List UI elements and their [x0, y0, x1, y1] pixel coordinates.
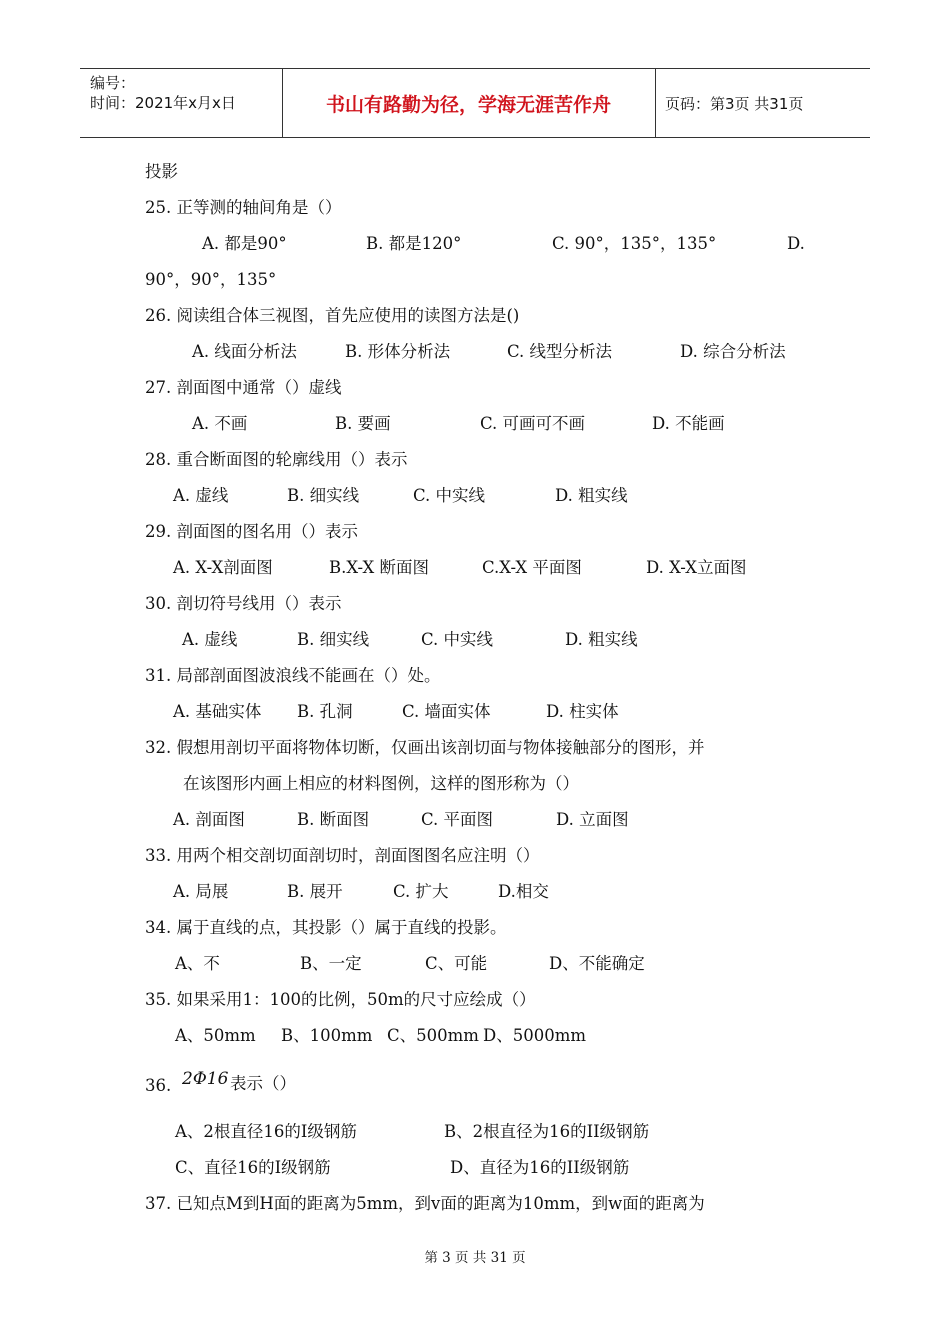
question-32-cont: 在该图形内画上相应的材料图例，这样的图形称为（） — [183, 774, 579, 793]
option: A. 不画 — [192, 414, 248, 433]
options-q31 — [0, 701, 950, 723]
option: D. 粗实线 — [555, 486, 628, 505]
option: B. 展开 — [287, 882, 343, 901]
option: D. 不能画 — [652, 414, 725, 433]
option: A. 都是90° — [202, 234, 287, 253]
option: B. 都是120° — [366, 234, 462, 253]
option: B. 细实线 — [287, 486, 360, 505]
question-25: 25. 正等测的轴间角是（） — [145, 198, 342, 217]
options-q32 — [0, 809, 950, 831]
options-q26 — [0, 341, 950, 363]
header-motto: 书山有路勤为径，学海无涯苦作舟 — [325, 93, 611, 116]
options-q30 — [0, 629, 950, 651]
option: C. 可画可不画 — [480, 414, 586, 433]
option: A. X-X剖面图 — [173, 558, 273, 577]
options-q27 — [0, 413, 950, 435]
options-q36-row2 — [0, 1157, 950, 1179]
option: A、不 — [175, 954, 220, 973]
question-36-number: 36. — [145, 1076, 172, 1095]
option: D、直径为16的II级钢筋 — [450, 1158, 630, 1177]
options-q33 — [0, 881, 950, 903]
question-26: 26. 阅读组合体三视图，首先应使用的读图方法是() — [145, 306, 520, 325]
option: B. 断面图 — [297, 810, 370, 829]
question-35: 35. 如果采用1：100的比例，50m的尺寸应绘成（） — [145, 990, 536, 1009]
date-line: 时间：2021年x月x日 — [90, 94, 236, 112]
question-37: 37. 已知点M到H面的距离为5mm，到v面的距离为10mm，到w面的距离为 — [145, 1194, 705, 1213]
option: A. 基础实体 — [173, 702, 262, 721]
option: D. 粗实线 — [565, 630, 638, 649]
option: D. X-X立面图 — [646, 558, 747, 577]
option: C. 平面图 — [421, 810, 494, 829]
option: C. 墙面实体 — [402, 702, 491, 721]
option: A. 虚线 — [173, 486, 229, 505]
option: D. 综合分析法 — [680, 342, 786, 361]
question-28: 28. 重合断面图的轮廓线用（）表示 — [145, 450, 408, 469]
option: B、2根直径为16的II级钢筋 — [444, 1122, 650, 1141]
options-q36-row1 — [0, 1121, 950, 1143]
option: A. 线面分析法 — [192, 342, 297, 361]
option: B. 孔洞 — [297, 702, 353, 721]
option: D. 立面图 — [556, 810, 629, 829]
option: B、一定 — [300, 954, 362, 973]
option: B. 细实线 — [297, 630, 370, 649]
header-meta — [90, 73, 236, 113]
option: D.相交 — [498, 882, 549, 901]
options-q25 — [0, 233, 950, 255]
option: C. 扩大 — [393, 882, 449, 901]
option: C. 中实线 — [413, 486, 486, 505]
option: C、直径16的I级钢筋 — [175, 1158, 331, 1177]
option: B.X-X 断面图 — [329, 558, 430, 577]
option: B. 要画 — [335, 414, 391, 433]
option: D. — [787, 234, 805, 253]
page-header — [80, 68, 870, 138]
option: C、500mm — [387, 1026, 479, 1045]
option: D、5000mm — [483, 1026, 587, 1045]
question-27: 27. 剖面图中通常（）虚线 — [145, 378, 342, 397]
question-34: 34. 属于直线的点，其投影（）属于直线的投影。 — [145, 918, 507, 937]
header-page-code: 页码：第3页 共31页 — [665, 94, 804, 113]
options-q29 — [0, 557, 950, 579]
options-q34 — [0, 953, 950, 975]
option: C.X-X 平面图 — [482, 558, 582, 577]
question-31: 31. 局部剖面图波浪线不能画在（）处。 — [145, 666, 441, 685]
page-footer: 第 3 页 共 31 页 — [424, 1250, 526, 1266]
options-q28 — [0, 485, 950, 507]
option: B、100mm — [281, 1026, 373, 1045]
option: B. 形体分析法 — [345, 342, 451, 361]
option: A. 虚线 — [182, 630, 238, 649]
option: C、可能 — [425, 954, 488, 973]
number-label: 编号： — [90, 74, 136, 92]
question-36-text: 表示（） — [230, 1074, 296, 1093]
question-32: 32. 假想用剖切平面将物体切断，仅画出该剖切面与物体接触部分的图形，并 — [145, 738, 705, 757]
question-29: 29. 剖面图的图名用（）表示 — [145, 522, 358, 541]
option: C. 中实线 — [421, 630, 494, 649]
option: A. 局展 — [173, 882, 229, 901]
text-line: 90°，90°，135° — [145, 270, 277, 289]
option: C. 线型分析法 — [507, 342, 613, 361]
header-divider — [655, 69, 656, 137]
option: D. 柱实体 — [546, 702, 619, 721]
option: A. 剖面图 — [173, 810, 245, 829]
options-q35 — [0, 1025, 950, 1047]
option: C. 90°，135°，135° — [552, 234, 717, 253]
option: A、50mm — [175, 1026, 256, 1045]
rebar-formula: 2Φ16 — [182, 1069, 229, 1089]
option: A、2根直径16的I级钢筋 — [175, 1122, 357, 1141]
question-33: 33. 用两个相交剖切面剖切时，剖面图图名应注明（） — [145, 846, 540, 865]
text-line: 投影 — [145, 162, 178, 181]
question-30: 30. 剖切符号线用（）表示 — [145, 594, 342, 613]
option: D、不能确定 — [549, 954, 645, 973]
